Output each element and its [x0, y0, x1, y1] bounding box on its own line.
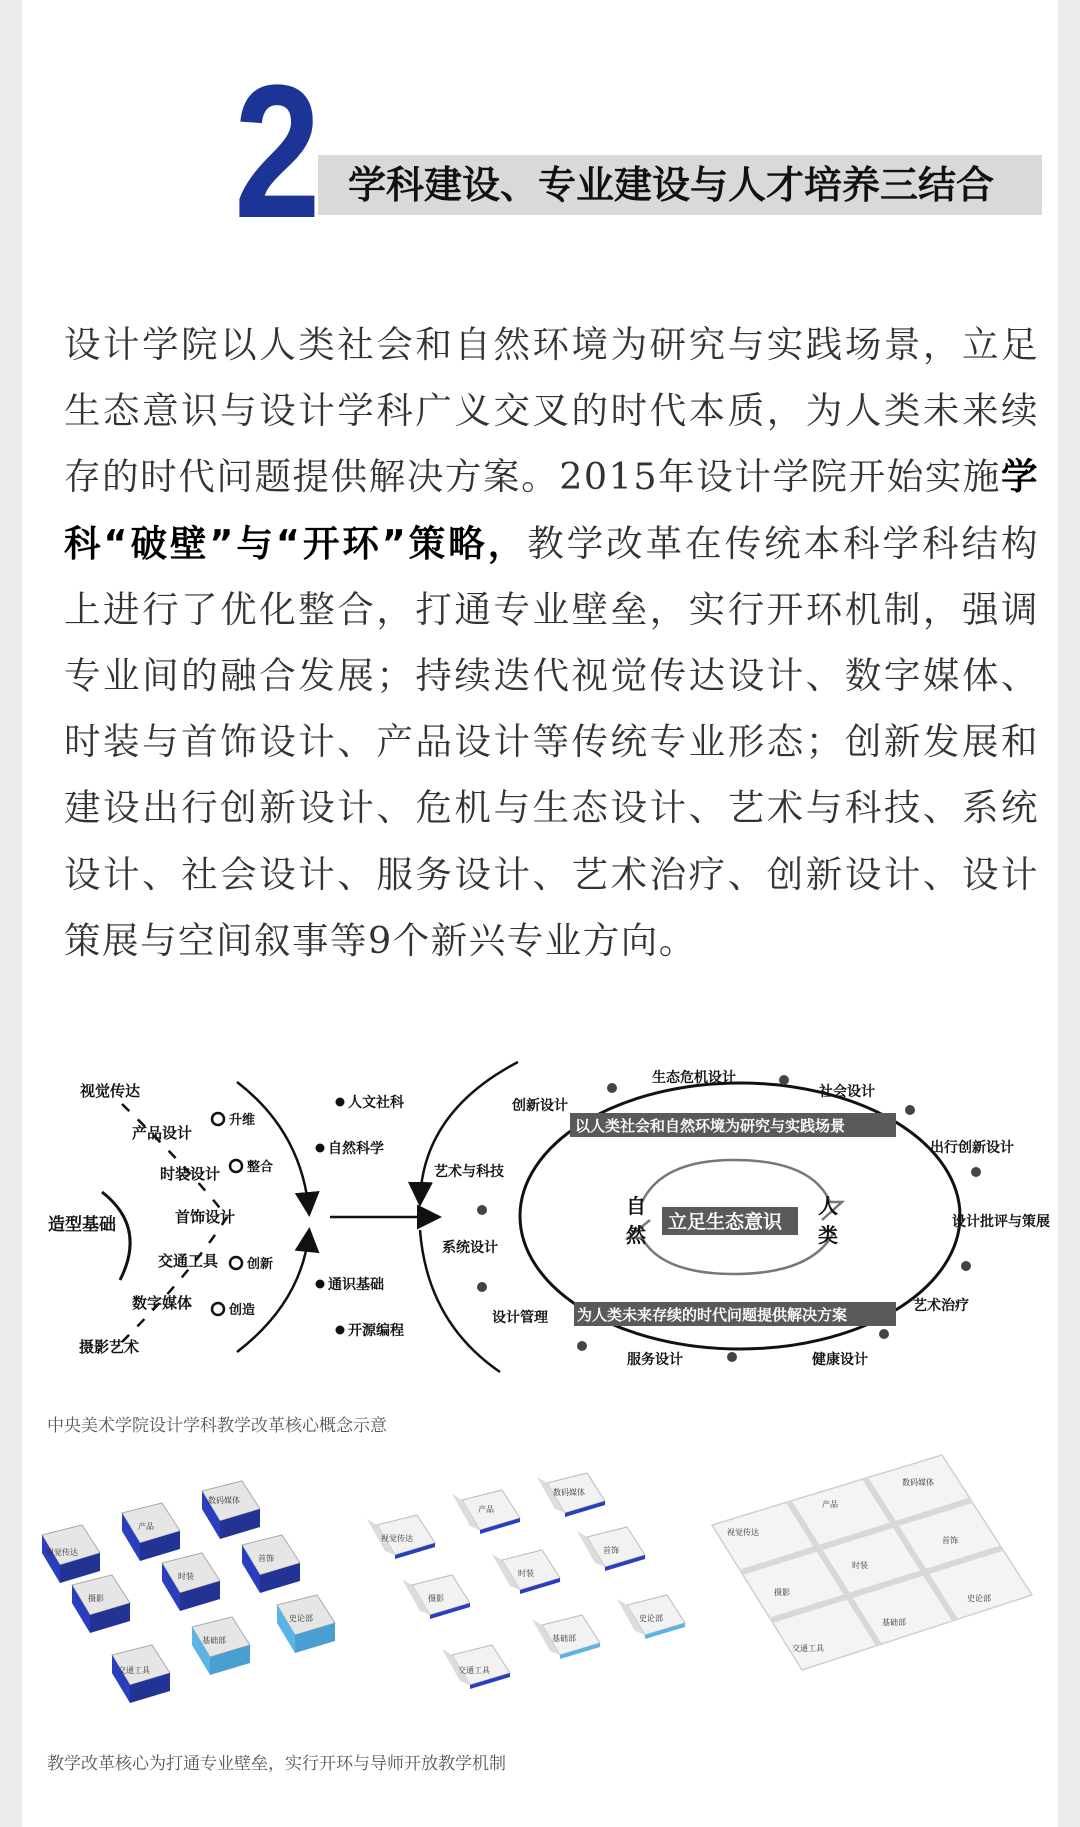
new-major-label: 出行创新设计	[930, 1140, 1014, 1156]
box-label: 史论部	[639, 1614, 663, 1623]
box-label: 史论部	[967, 1594, 991, 1603]
box-label: 产品	[138, 1522, 154, 1531]
trad-label: 时装设计	[160, 1165, 221, 1183]
trad-label: 摄影艺术	[79, 1338, 140, 1356]
verb-circle-icon	[212, 1113, 224, 1125]
human-char: 人	[818, 1194, 838, 1218]
input-label: 人文社科	[348, 1095, 404, 1111]
box-label: 史论部	[289, 1614, 313, 1623]
open-boxes-group	[367, 1473, 685, 1689]
input-label: 开源编程	[348, 1323, 404, 1339]
box-label: 摄影	[428, 1594, 444, 1603]
body-paragraph	[64, 312, 1039, 974]
bullet-icon	[316, 1280, 325, 1289]
new-major-label: 生态危机设计	[652, 1070, 736, 1086]
box-label: 摄影	[88, 1594, 104, 1603]
new-major-label: 社会设计	[819, 1084, 875, 1100]
input-label: 通识基础	[328, 1277, 384, 1293]
merge-arrow	[237, 1082, 309, 1212]
verb-circle-icon	[230, 1160, 242, 1172]
trad-label: 数字媒体	[132, 1294, 193, 1312]
trad-label: 视觉传达	[80, 1082, 141, 1100]
box-label: 首饰	[942, 1536, 958, 1545]
box-label: 交通工具	[118, 1666, 150, 1675]
box-label: 摄影	[774, 1588, 790, 1597]
base-label: 造型基础	[48, 1215, 116, 1235]
verb-label: 升维	[229, 1113, 256, 1128]
closed-boxes-group	[42, 1481, 335, 1703]
new-major-label: 设计批评与策展	[952, 1214, 1050, 1230]
new-major-label: 服务设计	[627, 1352, 683, 1368]
box-label: 数码媒体	[208, 1496, 240, 1505]
new-major-label: 系统设计	[442, 1240, 498, 1256]
center-text: 立足生态意识	[668, 1211, 783, 1233]
box-label: 交通工具	[792, 1644, 824, 1653]
human-char: 类	[818, 1223, 838, 1247]
base-bracket	[102, 1192, 130, 1280]
section-number: 2	[234, 46, 318, 258]
nature-char: 然	[626, 1223, 646, 1247]
boxes-caption: 教学改革核心为打通专业壁垒，实行开环与导师开放教学机制	[47, 1754, 506, 1774]
input-label: 自然科学	[328, 1141, 384, 1157]
banner-bottom-text: 为人类未来存续的时代问题提供解决方案	[577, 1306, 848, 1324]
box-label: 产品	[478, 1505, 494, 1514]
banner-top-text: 以人类社会和自然环境为研究与实践场景	[575, 1117, 846, 1135]
box-label: 视觉传达	[381, 1534, 413, 1543]
box-label: 基础部	[202, 1636, 226, 1645]
box-label: 数码媒体	[553, 1488, 585, 1497]
section-title-bar	[318, 155, 1042, 215]
bullet-icon	[316, 1144, 325, 1153]
bullet-icon	[336, 1098, 345, 1107]
verb-circle-icon	[230, 1257, 242, 1269]
box-label: 基础部	[882, 1618, 906, 1627]
box-label: 交通工具	[458, 1666, 490, 1675]
box-label: 视觉传达	[727, 1528, 759, 1537]
box-label: 产品	[822, 1500, 838, 1509]
nature-char: 自	[626, 1194, 646, 1218]
verb-label: 整合	[247, 1160, 274, 1175]
body-text-bold: 学科“破壁”与“开环”策略，	[64, 455, 1039, 565]
new-major-label: 艺术与科技	[434, 1164, 504, 1180]
new-major-label: 创新设计	[512, 1098, 568, 1114]
trad-label: 交通工具	[158, 1252, 219, 1270]
box-label: 首饰	[258, 1554, 274, 1563]
box-label: 首饰	[603, 1546, 619, 1555]
new-major-label: 设计管理	[492, 1310, 548, 1326]
body-text-before: 设计学院以人类社会和自然环境为研究与实践场景，立足生态意识与设计学科广义交叉的时代本质，为人类未来续存的时代问题提供解决方案。2015年设计学院开始实施	[64, 323, 1039, 499]
diagram-caption: 中央美术学院设计学科教学改革核心概念示意	[47, 1416, 387, 1436]
box-label: 时装	[178, 1572, 194, 1581]
bullet-icon	[336, 1326, 345, 1335]
loop-arrow	[420, 1062, 518, 1202]
new-major-label: 艺术治疗	[913, 1298, 969, 1314]
verb-label: 创造	[229, 1303, 256, 1318]
trad-label: 产品设计	[132, 1124, 193, 1142]
box-illustrations	[22, 1445, 1058, 1735]
box-label: 时装	[852, 1561, 868, 1570]
section-title: 学科建设、专业建设与人才培养三结合	[348, 163, 995, 207]
new-major-label: 健康设计	[812, 1352, 868, 1368]
box-label: 基础部	[552, 1634, 576, 1643]
box-label: 视觉传达	[46, 1548, 78, 1557]
merge-arrow	[237, 1232, 309, 1352]
verb-circle-icon	[212, 1303, 224, 1315]
body-text-after: 教学改革在传统本科学科结构上进行了优化整合，打通专业壁垒，实行开环机制，强调专业间的融合发展；持续迭代视觉传达设计、数字媒体、时装与首饰设计、产品设计等传统专业形态；创新发展和建设出行创新设计、危机与生态设计、艺术与科技、系统设计、社会设计、服务设计、艺术治疗、创新设计、设计策展与空间叙事等9个新兴专业方向。	[64, 521, 1039, 962]
box-label: 数码媒体	[902, 1478, 934, 1487]
article-page	[22, 0, 1058, 1827]
trad-label: 首饰设计	[175, 1208, 236, 1226]
flat-grid-group	[712, 1455, 1032, 1670]
box-label: 时装	[518, 1569, 534, 1578]
verb-label: 创新	[247, 1257, 274, 1272]
concept-diagram	[22, 1052, 1058, 1382]
